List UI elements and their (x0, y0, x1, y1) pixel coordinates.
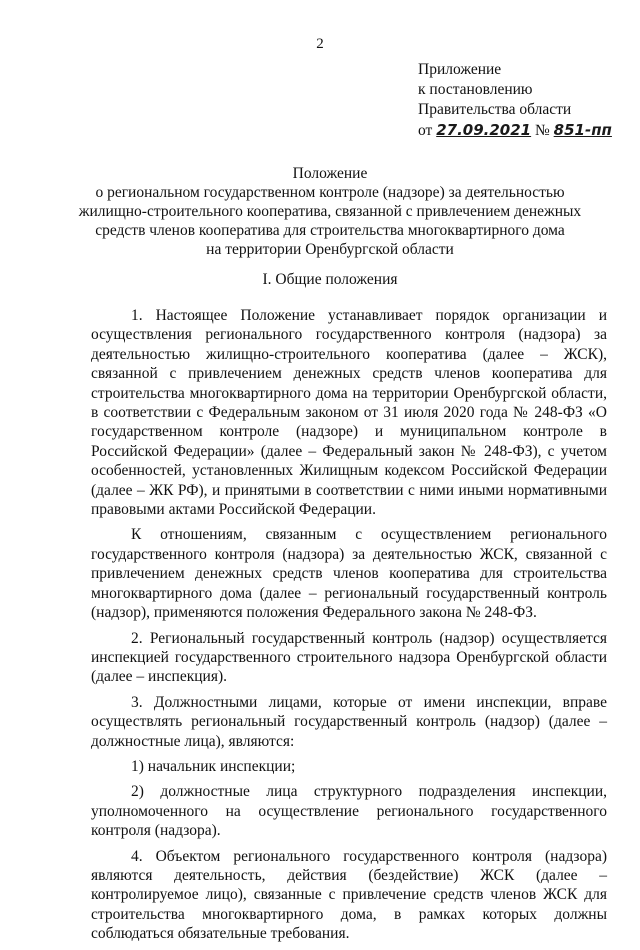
appendix-line-2: к постановлению (418, 81, 533, 98)
appendix-line-1: Приложение (418, 61, 502, 78)
paragraph-6: 2) должностные лица структурного подразделения инспекции, уполномоченного на осуществление регионального государственного контроля (надзора). (91, 783, 607, 840)
paragraph-1: 1. Настоящее Положение устанавливает порядок организации и осуществления регионального государственного контроля (надзора) за деятельностью жилищно-строительного кооператива (далее – ЖСК), связанной с привлечением денежных средств членов кооператива для строительства многоквартирного дома на территории Оренбургской области, в соответствии с Федеральным законом от 31 июля 2020 года № 248-ФЗ «О государственном контроле (надзоре) и муниципальном контроле в Российской Федерации» (далее – Федеральный закон № 248-ФЗ), с учетом особенностей, установленных Жилищным кодексом Российской Федерации (далее – ЖК РФ), и принятыми в соответствии с ними иными нормативными правовыми актами Российской Федерации. (91, 307, 607, 519)
paragraph-2: К отношениям, связанным с осуществлением регионального государственного контроля (надзора) за деятельностью ЖСК, связанной с привлечением денежных средств членов кооператива для строительства многоквартирного дома (далее – региональный государственный контроль (надзор), применяются положения Федерального закона № 248-ФЗ. (91, 526, 607, 622)
handwritten-number: 851-пп (553, 121, 612, 139)
body-text (91, 306, 607, 950)
section-heading: I. Общие положения (262, 271, 398, 288)
paragraph-4: 3. Должностными лицами, которые от имени инспекции, вправе осуществлять региональный государственный контроль (надзор) (далее – должностные лица), являются: (91, 693, 607, 750)
appendix-date-line (418, 120, 633, 141)
paragraph-7: 4. Объектом регионального государственного контроля (надзора) являются деятельность, действия (бездействие) ЖСК (далее – контролируемое лицо), связанные с привлечение средств членов ЖСК для строительства многоквартирного дома, в рамках которых должны соблюдаться обязательные требования. (91, 847, 607, 943)
paragraph-5: 1) начальник инспекции; (131, 757, 296, 775)
date-prefix: от (418, 122, 433, 139)
title-line-3: жилищно-строительного кооператива, связанной с привлечением денежных (78, 203, 582, 220)
title-line-2: о региональном государственном контроле (надзоре) за деятельностью (95, 184, 565, 201)
paragraph-3: 2. Региональный государственный контроль (надзор) осуществляется инспекцией государственного строительного надзора Оренбургской области (далее – инспекция). (91, 629, 607, 686)
page-number: 2 (316, 36, 324, 52)
document-title (60, 164, 600, 259)
appendix-line-3: Правительства области (418, 101, 572, 118)
title-line-5: на территории Оренбургской области (206, 241, 454, 258)
title-line-4: средств членов кооператива для строительства многоквартирного дома (95, 222, 565, 239)
handwritten-date: 27.09.2021 (436, 121, 532, 139)
number-prefix: № (534, 122, 550, 139)
title-line-1: Положение (292, 165, 368, 182)
appendix-block (418, 60, 633, 141)
